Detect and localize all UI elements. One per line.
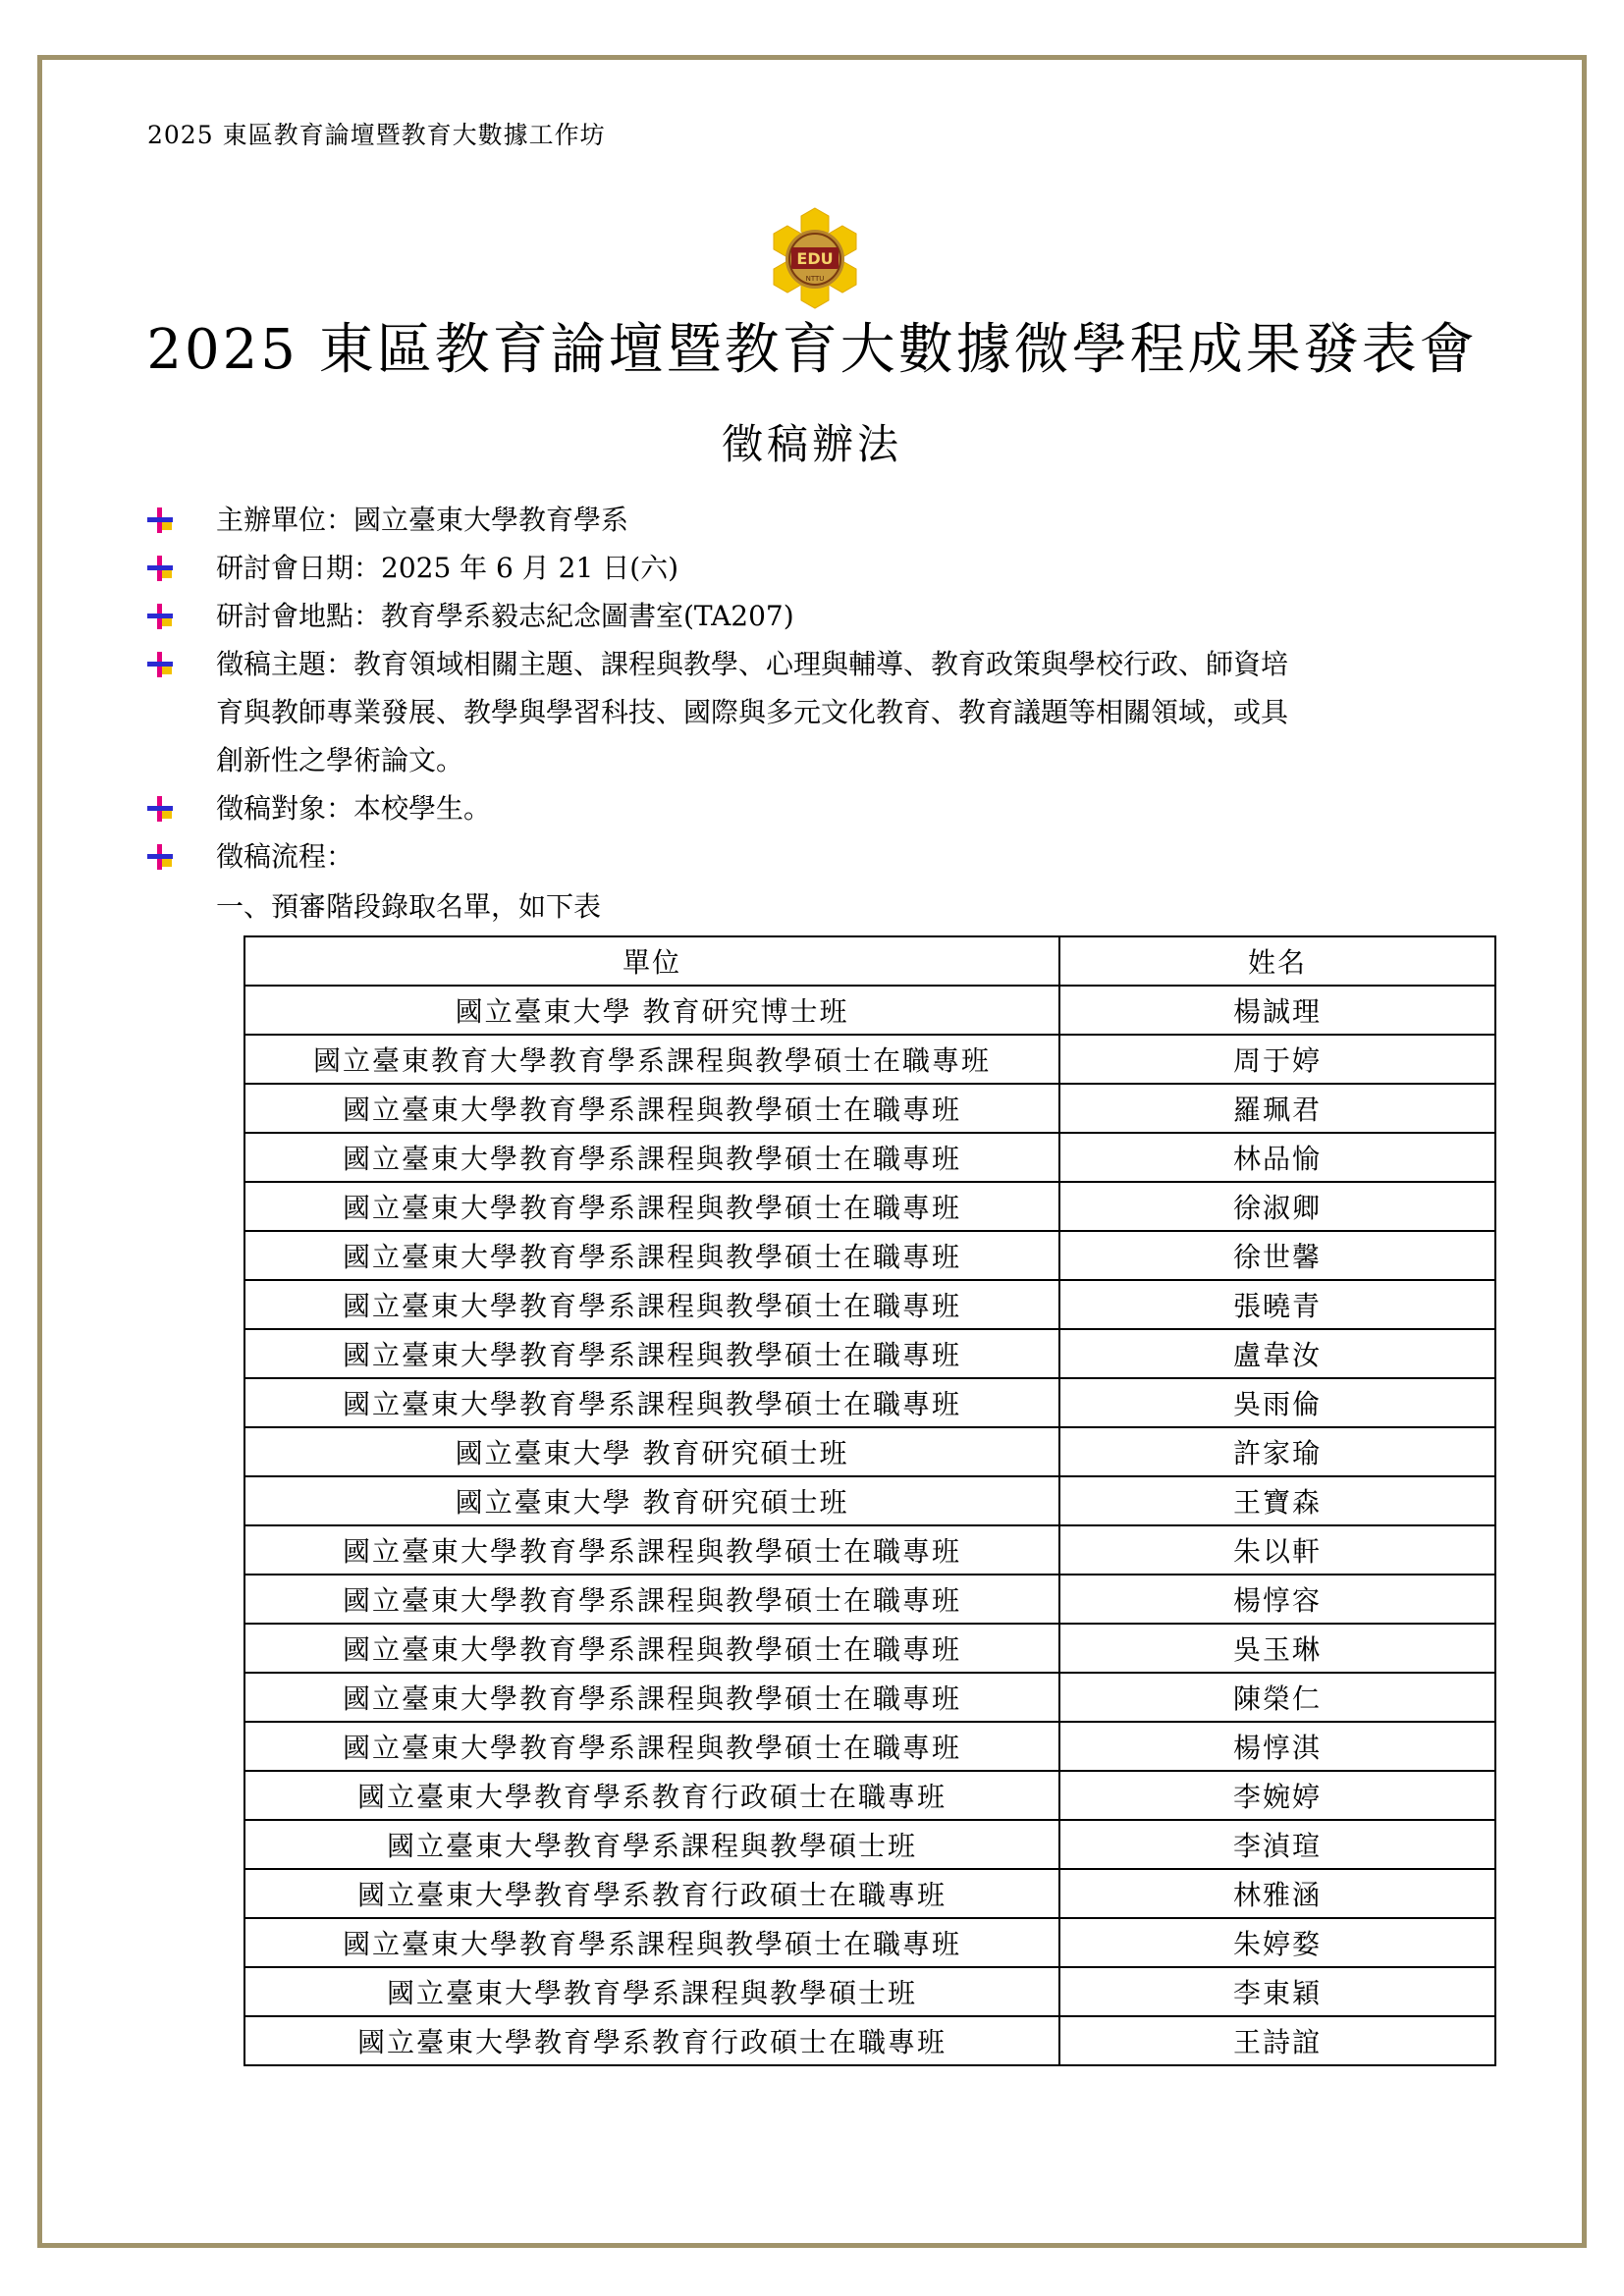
- table-header-row: [244, 936, 1495, 986]
- cell-unit: 國立臺東大學教育學系課程與教學碩士在職專班: [244, 1918, 1059, 1967]
- logo-subtext: NTTU: [805, 275, 825, 283]
- table-row: [244, 1280, 1495, 1329]
- table-row: [244, 1329, 1495, 1378]
- cell-unit: 國立臺東大學教育學系課程與教學碩士在職專班: [244, 1673, 1059, 1722]
- info-section: [147, 496, 1492, 931]
- cell-name: 楊惇容: [1059, 1575, 1495, 1624]
- table-body: [244, 986, 1495, 2065]
- info-topics-line1: 徵稿主題：教育領域相關主題、課程與教學、心理與輔導、教育政策與學校行政、師資培: [216, 648, 1289, 680]
- bullet-icon: [147, 604, 179, 629]
- table-row: [244, 1378, 1495, 1427]
- cell-unit: 國立臺東大學教育學系課程與教學碩士在職專班: [244, 1624, 1059, 1673]
- header-name: 姓名: [1059, 936, 1495, 986]
- cell-name: 張曉青: [1059, 1280, 1495, 1329]
- info-audience: [147, 784, 1492, 832]
- bullet-icon: [147, 556, 179, 581]
- cell-name: 盧韋汝: [1059, 1329, 1495, 1378]
- cell-name: 王詩誼: [1059, 2016, 1495, 2065]
- cell-unit: 國立臺東大學教育學系課程與教學碩士在職專班: [244, 1722, 1059, 1771]
- cell-name: 楊誠理: [1059, 986, 1495, 1035]
- info-venue-text: 研討會地點：教育學系毅志紀念圖書室(TA207): [216, 600, 794, 632]
- table-row: [244, 1673, 1495, 1722]
- cell-unit: 國立臺東大學教育學系課程與教學碩士在職專班: [244, 1378, 1059, 1427]
- cell-unit: 國立臺東大學教育學系教育行政碩士在職專班: [244, 1771, 1059, 1820]
- cell-name: 王寶森: [1059, 1476, 1495, 1525]
- cell-name: 林品愉: [1059, 1133, 1495, 1182]
- table-row: [244, 1624, 1495, 1673]
- info-date: [147, 544, 1492, 592]
- cell-name: 朱婷婺: [1059, 1918, 1495, 1967]
- table-row: [244, 1771, 1495, 1820]
- cell-name: 林雅涵: [1059, 1869, 1495, 1918]
- cell-unit: 國立臺東大學教育學系課程與教學碩士在職專班: [244, 1084, 1059, 1133]
- admission-table: [244, 935, 1496, 2066]
- cell-unit: 國立臺東大學教育學系教育行政碩士在職專班: [244, 2016, 1059, 2065]
- cell-name: 朱以軒: [1059, 1525, 1495, 1575]
- table-row: [244, 1084, 1495, 1133]
- cell-unit: 國立臺東大學教育學系課程與教學碩士在職專班: [244, 1329, 1059, 1378]
- info-process: [147, 832, 1492, 881]
- table-row: [244, 986, 1495, 1035]
- bullet-icon: [147, 652, 179, 677]
- table-row: [244, 1035, 1495, 1084]
- table-row: [244, 1427, 1495, 1476]
- cell-unit: 國立臺東大學教育學系課程與教學碩士在職專班: [244, 1182, 1059, 1231]
- page-title: 2025 東區教育論壇暨教育大數據微學程成果發表會: [146, 318, 1478, 382]
- table-row: [244, 1133, 1495, 1182]
- table-row: [244, 1182, 1495, 1231]
- cell-unit: 國立臺東大學 教育研究碩士班: [244, 1427, 1059, 1476]
- table-row: [244, 1476, 1495, 1525]
- table-row: [244, 1575, 1495, 1624]
- cell-unit: 國立臺東大學教育學系課程與教學碩士班: [244, 1967, 1059, 2016]
- bullet-icon: [147, 844, 179, 870]
- cell-name: 李湞瑄: [1059, 1820, 1495, 1869]
- process-step1: 一、預審階段錄取名單，如下表: [216, 890, 602, 923]
- info-organizer: [147, 496, 1492, 544]
- running-header: 2025 東區教育論壇暨教育大數據工作坊: [147, 121, 606, 149]
- table-row: [244, 1231, 1495, 1280]
- info-organizer-text: 主辦單位：國立臺東大學教育學系: [216, 504, 629, 536]
- table-row: [244, 1967, 1495, 2016]
- info-topics-line3: 創新性之學術論文。: [216, 744, 464, 776]
- cell-unit: 國立臺東大學 教育研究博士班: [244, 986, 1059, 1035]
- cell-unit: 國立臺東大學 教育研究碩士班: [244, 1476, 1059, 1525]
- cell-unit: 國立臺東大學教育學系課程與教學碩士在職專班: [244, 1133, 1059, 1182]
- info-venue: [147, 592, 1492, 640]
- cell-name: 陳榮仁: [1059, 1673, 1495, 1722]
- page-subtitle: 徵稿辦法: [721, 420, 902, 468]
- info-process-text: 徵稿流程：: [216, 840, 354, 873]
- bullet-icon: [147, 507, 179, 533]
- cell-unit: 國立臺東大學教育學系課程與教學碩士在職專班: [244, 1280, 1059, 1329]
- table-row: [244, 1869, 1495, 1918]
- table-row: [244, 1820, 1495, 1869]
- cell-name: 許家瑜: [1059, 1427, 1495, 1476]
- cell-name: 羅珮君: [1059, 1084, 1495, 1133]
- cell-name: 李東穎: [1059, 1967, 1495, 2016]
- info-topics-line2: 育與教師專業發展、教學與學習科技、國際與多元文化教育、教育議題等相關領域，或具: [216, 696, 1289, 728]
- info-date-text: 研討會日期：2025 年 6 月 21 日(六): [216, 552, 679, 584]
- cell-name: 楊惇淇: [1059, 1722, 1495, 1771]
- table-row: [244, 2016, 1495, 2065]
- cell-name: 吳雨倫: [1059, 1378, 1495, 1427]
- logo-text: EDU: [796, 249, 834, 268]
- cell-unit: 國立臺東大學教育學系課程與教學碩士班: [244, 1820, 1059, 1869]
- info-topics: [147, 640, 1492, 784]
- info-audience-text: 徵稿對象：本校學生。: [216, 792, 492, 825]
- edu-logo: [760, 206, 870, 312]
- header-unit: 單位: [244, 936, 1059, 986]
- cell-unit: 國立臺東大學教育學系課程與教學碩士在職專班: [244, 1575, 1059, 1624]
- cell-unit: 國立臺東教育大學教育學系課程與教學碩士在職專班: [244, 1035, 1059, 1084]
- cell-name: 李婉婷: [1059, 1771, 1495, 1820]
- cell-name: 周于婷: [1059, 1035, 1495, 1084]
- cell-unit: 國立臺東大學教育學系課程與教學碩士在職專班: [244, 1525, 1059, 1575]
- cell-unit: 國立臺東大學教育學系教育行政碩士在職專班: [244, 1869, 1059, 1918]
- bullet-icon: [147, 796, 179, 822]
- cell-name: 徐淑卿: [1059, 1182, 1495, 1231]
- cell-name: 吳玉琳: [1059, 1624, 1495, 1673]
- table-row: [244, 1918, 1495, 1967]
- table-row: [244, 1722, 1495, 1771]
- cell-unit: 國立臺東大學教育學系課程與教學碩士在職專班: [244, 1231, 1059, 1280]
- table-row: [244, 1525, 1495, 1575]
- cell-name: 徐世馨: [1059, 1231, 1495, 1280]
